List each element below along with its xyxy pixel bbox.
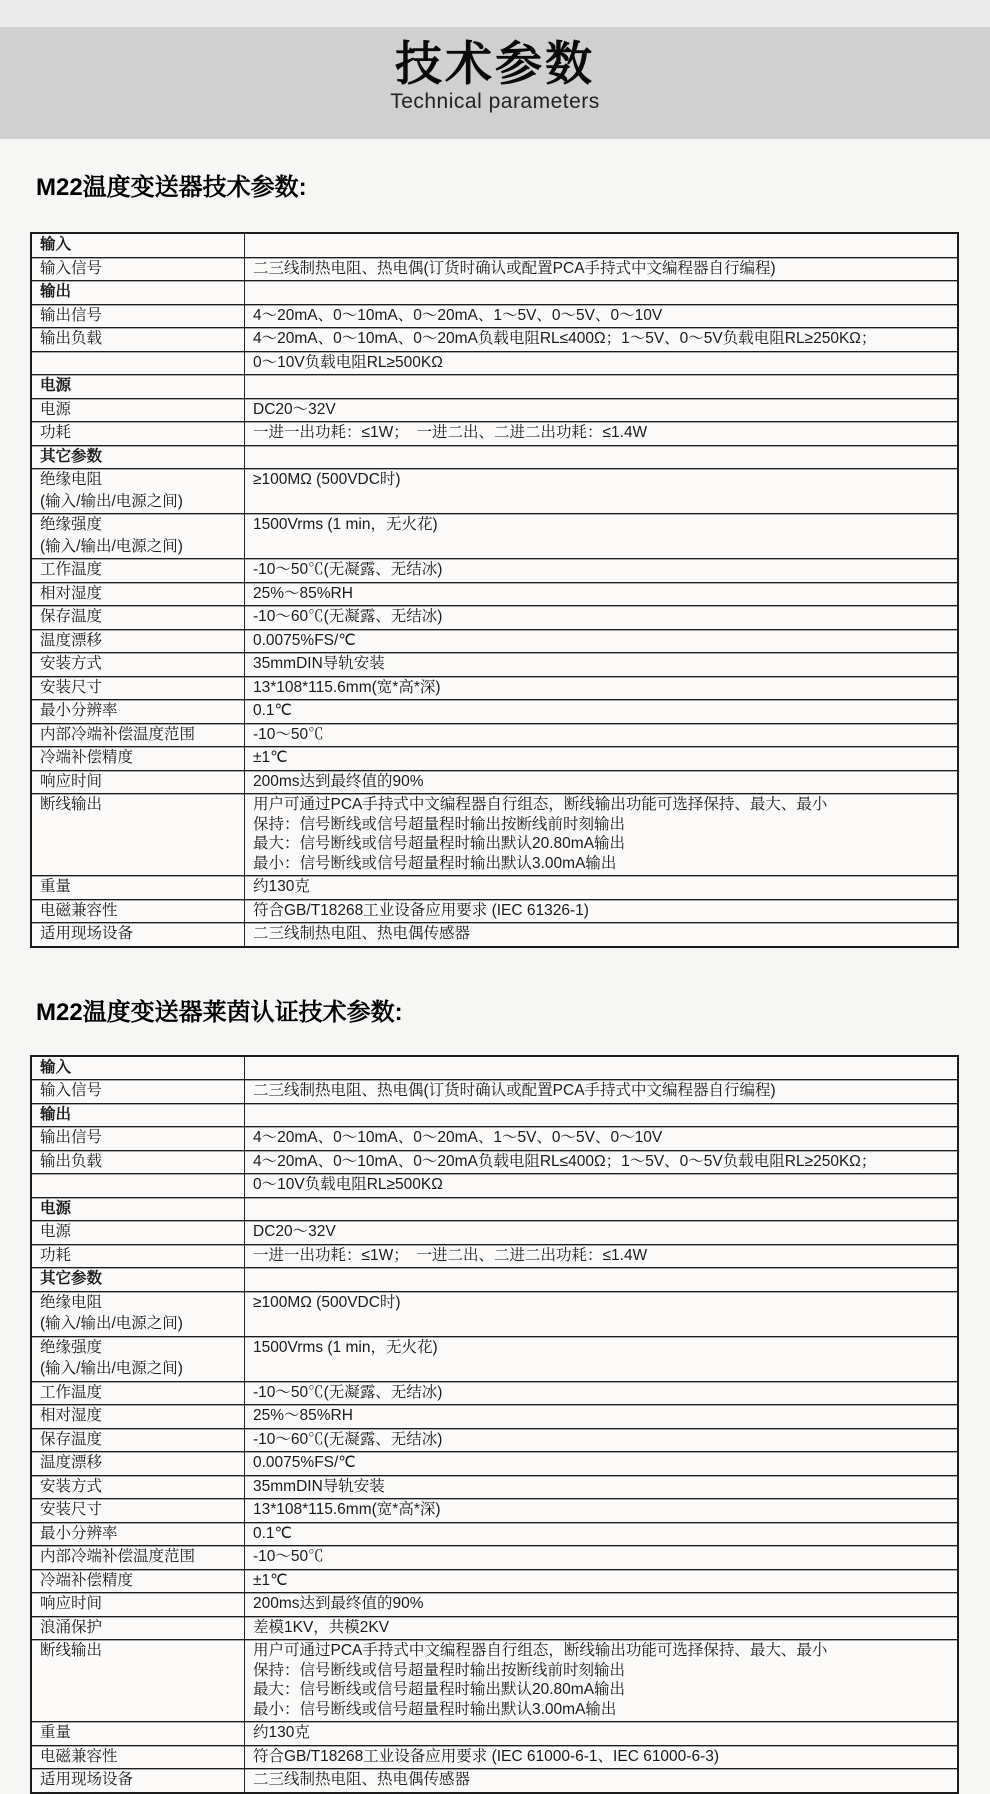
spec-group-row: [31, 1056, 958, 1080]
spec-label-cell: 电源: [31, 398, 245, 422]
spec-value-cell: 符合GB/T18268工业设备应用要求 (IEC 61326-1): [245, 899, 959, 923]
spec-label-cell: 电源: [31, 1221, 245, 1245]
spec-label-cell: 冷端补偿精度: [31, 747, 245, 771]
spec-value-cell: 用户可通过PCA手持式中文编程器自行组态，断线输出功能可选择保持、最大、最小 保持：信号断线或信号超量程时输出按断线前时刻输出 最大：信号断线或信号超量程时输出默认20.80mA输出 最小：信号断线或信号超量程时输出默认3.00mA输出: [245, 1640, 959, 1722]
spec-row: [31, 1640, 958, 1722]
spec-label-cell: 输入信号: [31, 257, 245, 281]
spec-value-cell: 1500Vrms (1 min，无火花): [245, 1336, 959, 1381]
spec-label-cell: 安装方式: [31, 1475, 245, 1499]
spec-value-cell: 0.0075%FS/℃: [245, 629, 959, 653]
spec-value-cell: 4～20mA、0～10mA、0～20mA负载电阻RL≤400Ω；1～5V、0～5V负载电阻RL≥250KΩ；: [245, 328, 959, 352]
spec-value-cell: 35mmDIN导轨安装: [245, 1475, 959, 1499]
spec-row: [31, 469, 958, 514]
spec-value-cell: DC20～32V: [245, 1221, 959, 1245]
spec-row: [31, 676, 958, 700]
spec-label-cell: 电源: [31, 375, 245, 399]
spec-label-cell: 其它参数: [31, 445, 245, 469]
spec-label-cell: 保存温度: [31, 606, 245, 630]
spec-label-cell: 绝缘强度 (输入/输出/电源之间): [31, 1336, 245, 1381]
spec-value-cell: -10～60℃(无凝露、无结冰): [245, 606, 959, 630]
spec-label-cell: 输出: [31, 1103, 245, 1127]
spec-value-cell: [245, 281, 959, 305]
spec-label-cell: 电源: [31, 1197, 245, 1221]
spec-row: [31, 559, 958, 583]
spec-value-cell: 200ms达到最终值的90%: [245, 1593, 959, 1617]
spec-row: [31, 899, 958, 923]
spec-label-cell: 绝缘电阻 (输入/输出/电源之间): [31, 1291, 245, 1336]
spec-row: [31, 1291, 958, 1336]
spec-group-row: [31, 445, 958, 469]
spec-label-cell: 响应时间: [31, 770, 245, 794]
spec-label-cell: 工作温度: [31, 1381, 245, 1405]
spec-row: [31, 1546, 958, 1570]
spec-row: [31, 629, 958, 653]
spec-value-cell: 25%～85%RH: [245, 1405, 959, 1429]
spec-label-cell: 浪涌保护: [31, 1616, 245, 1640]
spec-value-cell: 4～20mA、0～10mA、0～20mA、1～5V、0～5V、0～10V: [245, 1127, 959, 1151]
spec-label-cell: 断线输出: [31, 1640, 245, 1722]
spec-label-cell: 输入: [31, 1056, 245, 1080]
spec-row: [31, 1569, 958, 1593]
spec-value-cell: 25%～85%RH: [245, 582, 959, 606]
spec-value-cell: ≥100MΩ (500VDC时): [245, 1291, 959, 1336]
spec-row: [31, 1150, 958, 1174]
spec-row: [31, 1244, 958, 1268]
spec-row: [31, 1428, 958, 1452]
spec-label-cell: 重量: [31, 876, 245, 900]
spec-value-cell: [245, 1197, 959, 1221]
spec-group-row: [31, 233, 958, 257]
spec-row: [31, 1221, 958, 1245]
spec-label-cell: 输出信号: [31, 304, 245, 328]
spec-row: [31, 514, 958, 559]
spec-row: [31, 700, 958, 724]
spec-value-cell: 0.0075%FS/℃: [245, 1452, 959, 1476]
page-title: 技术参数: [395, 37, 595, 90]
section-m22-rheinland: [0, 998, 990, 1794]
spec-value-cell: 差模1KV，共模2KV: [245, 1616, 959, 1640]
spec-label-cell: 输出: [31, 281, 245, 305]
spec-group-row: [31, 281, 958, 305]
spec-row: [31, 1127, 958, 1151]
spec-label-cell: 响应时间: [31, 1593, 245, 1617]
spec-label-cell: [31, 1174, 245, 1198]
top-strip: [0, 0, 990, 27]
spec-value-cell: 0～10V负载电阻RL≥500KΩ: [245, 1174, 959, 1198]
spec-row: [31, 351, 958, 375]
spec-group-row: [31, 375, 958, 399]
spec-label-cell: 其它参数: [31, 1268, 245, 1292]
spec-row: [31, 723, 958, 747]
spec-value-cell: [245, 233, 959, 257]
page-subtitle: Technical parameters: [390, 90, 600, 113]
spec-row: [31, 1080, 958, 1104]
spec-row: [31, 257, 958, 281]
spec-row: [31, 1593, 958, 1617]
spec-row: [31, 1174, 958, 1198]
spec-value-cell: 35mmDIN导轨安装: [245, 653, 959, 677]
spec-value-cell: -10～50℃: [245, 723, 959, 747]
spec-label-cell: 温度漂移: [31, 629, 245, 653]
spec-value-cell: ≥100MΩ (500VDC时): [245, 469, 959, 514]
spec-value-cell: 0.1℃: [245, 700, 959, 724]
spec-row: [31, 1522, 958, 1546]
spec-table-rheinland: [30, 1055, 959, 1794]
spec-label-cell: 冷端补偿精度: [31, 1569, 245, 1593]
spec-row: [31, 1381, 958, 1405]
spec-row: [31, 398, 958, 422]
spec-row: [31, 1405, 958, 1429]
spec-group-row: [31, 1197, 958, 1221]
spec-label-cell: 相对湿度: [31, 1405, 245, 1429]
spec-value-cell: [245, 1056, 959, 1080]
spec-label-cell: 安装方式: [31, 653, 245, 677]
spec-label-cell: 适用现场设备: [31, 1769, 245, 1793]
spec-row: [31, 770, 958, 794]
spec-label-cell: 内部冷端补偿温度范围: [31, 723, 245, 747]
spec-label-cell: 输入信号: [31, 1080, 245, 1104]
spec-label-cell: 内部冷端补偿温度范围: [31, 1546, 245, 1570]
spec-value-cell: 0.1℃: [245, 1522, 959, 1546]
spec-row: [31, 606, 958, 630]
spec-value-cell: [245, 1268, 959, 1292]
spec-value-cell: -10～50℃(无凝露、无结冰): [245, 559, 959, 583]
spec-label-cell: 功耗: [31, 1244, 245, 1268]
spec-table-standard: [30, 232, 959, 948]
spec-value-cell: 4～20mA、0～10mA、0～20mA负载电阻RL≤400Ω；1～5V、0～5V负载电阻RL≥250KΩ；: [245, 1150, 959, 1174]
spec-row: [31, 1452, 958, 1476]
spec-label-cell: 输出信号: [31, 1127, 245, 1151]
spec-row: [31, 304, 958, 328]
spec-label-cell: 断线输出: [31, 794, 245, 876]
spec-row: [31, 328, 958, 352]
spec-value-cell: DC20～32V: [245, 398, 959, 422]
spec-value-cell: 二三线制热电阻、热电偶(订货时确认或配置PCA手持式中文编程器自行编程): [245, 257, 959, 281]
spec-value-cell: 1500Vrms (1 min，无火花): [245, 514, 959, 559]
banner: [0, 27, 990, 139]
spec-row: [31, 1722, 958, 1746]
spec-label-cell: 绝缘电阻 (输入/输出/电源之间): [31, 469, 245, 514]
spec-row: [31, 1616, 958, 1640]
spec-group-row: [31, 1268, 958, 1292]
spec-value-cell: 200ms达到最终值的90%: [245, 770, 959, 794]
spec-label-cell: 功耗: [31, 422, 245, 446]
spec-row: [31, 422, 958, 446]
spec-row: [31, 653, 958, 677]
spec-value-cell: 约130克: [245, 876, 959, 900]
spec-label-cell: 最小分辨率: [31, 700, 245, 724]
spec-label-cell: 电磁兼容性: [31, 899, 245, 923]
spec-row: [31, 1475, 958, 1499]
spec-value-cell: 0～10V负载电阻RL≥500KΩ: [245, 351, 959, 375]
spec-label-cell: 相对湿度: [31, 582, 245, 606]
spec-row: [31, 582, 958, 606]
spec-value-cell: 二三线制热电阻、热电偶传感器: [245, 1769, 959, 1793]
spec-label-cell: 安装尺寸: [31, 676, 245, 700]
spec-value-cell: 13*108*115.6mm(宽*高*深): [245, 676, 959, 700]
spec-row: [31, 1769, 958, 1793]
spec-value-cell: [245, 375, 959, 399]
spec-row: [31, 876, 958, 900]
spec-value-cell: ±1℃: [245, 1569, 959, 1593]
spec-label-cell: 绝缘强度 (输入/输出/电源之间): [31, 514, 245, 559]
spec-value-cell: [245, 1103, 959, 1127]
spec-label-cell: 工作温度: [31, 559, 245, 583]
spec-label-cell: 保存温度: [31, 1428, 245, 1452]
section-m22-standard: [0, 173, 990, 948]
spec-row: [31, 794, 958, 876]
spec-value-cell: 约130克: [245, 1722, 959, 1746]
spec-label-cell: [31, 351, 245, 375]
spec-label-cell: 重量: [31, 1722, 245, 1746]
section-heading-standard: M22温度变送器技术参数:: [36, 174, 307, 201]
spec-value-cell: -10～50℃(无凝露、无结冰): [245, 1381, 959, 1405]
spec-value-cell: 二三线制热电阻、热电偶传感器: [245, 923, 959, 947]
spec-label-cell: 输出负载: [31, 328, 245, 352]
spec-label-cell: 适用现场设备: [31, 923, 245, 947]
spec-group-row: [31, 1103, 958, 1127]
spec-value-cell: 一进一出功耗：≤1W； 一进二出、二进二出功耗：≤1.4W: [245, 422, 959, 446]
spec-value-cell: 用户可通过PCA手持式中文编程器自行组态，断线输出功能可选择保持、最大、最小 保持：信号断线或信号超量程时输出按断线前时刻输出 最大：信号断线或信号超量程时输出默认20.80mA输出 最小：信号断线或信号超量程时输出默认3.00mA输出: [245, 794, 959, 876]
spec-value-cell: -10～60℃(无凝露、无结冰): [245, 1428, 959, 1452]
section-heading-rheinland: M22温度变送器莱茵认证技术参数:: [36, 998, 403, 1026]
spec-row: [31, 923, 958, 947]
spec-row: [31, 1745, 958, 1769]
spec-label-cell: 输入: [31, 233, 245, 257]
spec-value-cell: ±1℃: [245, 747, 959, 771]
spec-value-cell: 二三线制热电阻、热电偶(订货时确认或配置PCA手持式中文编程器自行编程): [245, 1080, 959, 1104]
spec-label-cell: 安装尺寸: [31, 1499, 245, 1523]
content: [0, 173, 990, 1794]
spec-value-cell: 一进一出功耗：≤1W； 一进二出、二进二出功耗：≤1.4W: [245, 1244, 959, 1268]
spec-value-cell: [245, 445, 959, 469]
spec-row: [31, 1336, 958, 1381]
spec-value-cell: 13*108*115.6mm(宽*高*深): [245, 1499, 959, 1523]
spec-label-cell: 电磁兼容性: [31, 1745, 245, 1769]
spec-value-cell: 4～20mA、0～10mA、0～20mA、1～5V、0～5V、0～10V: [245, 304, 959, 328]
spec-label-cell: 最小分辨率: [31, 1522, 245, 1546]
spec-row: [31, 1499, 958, 1523]
spec-value-cell: -10～50℃: [245, 1546, 959, 1570]
spec-label-cell: 温度漂移: [31, 1452, 245, 1476]
spec-value-cell: 符合GB/T18268工业设备应用要求 (IEC 61000-6-1、IEC 61000-6-3): [245, 1745, 959, 1769]
spec-row: [31, 747, 958, 771]
spec-label-cell: 输出负载: [31, 1150, 245, 1174]
